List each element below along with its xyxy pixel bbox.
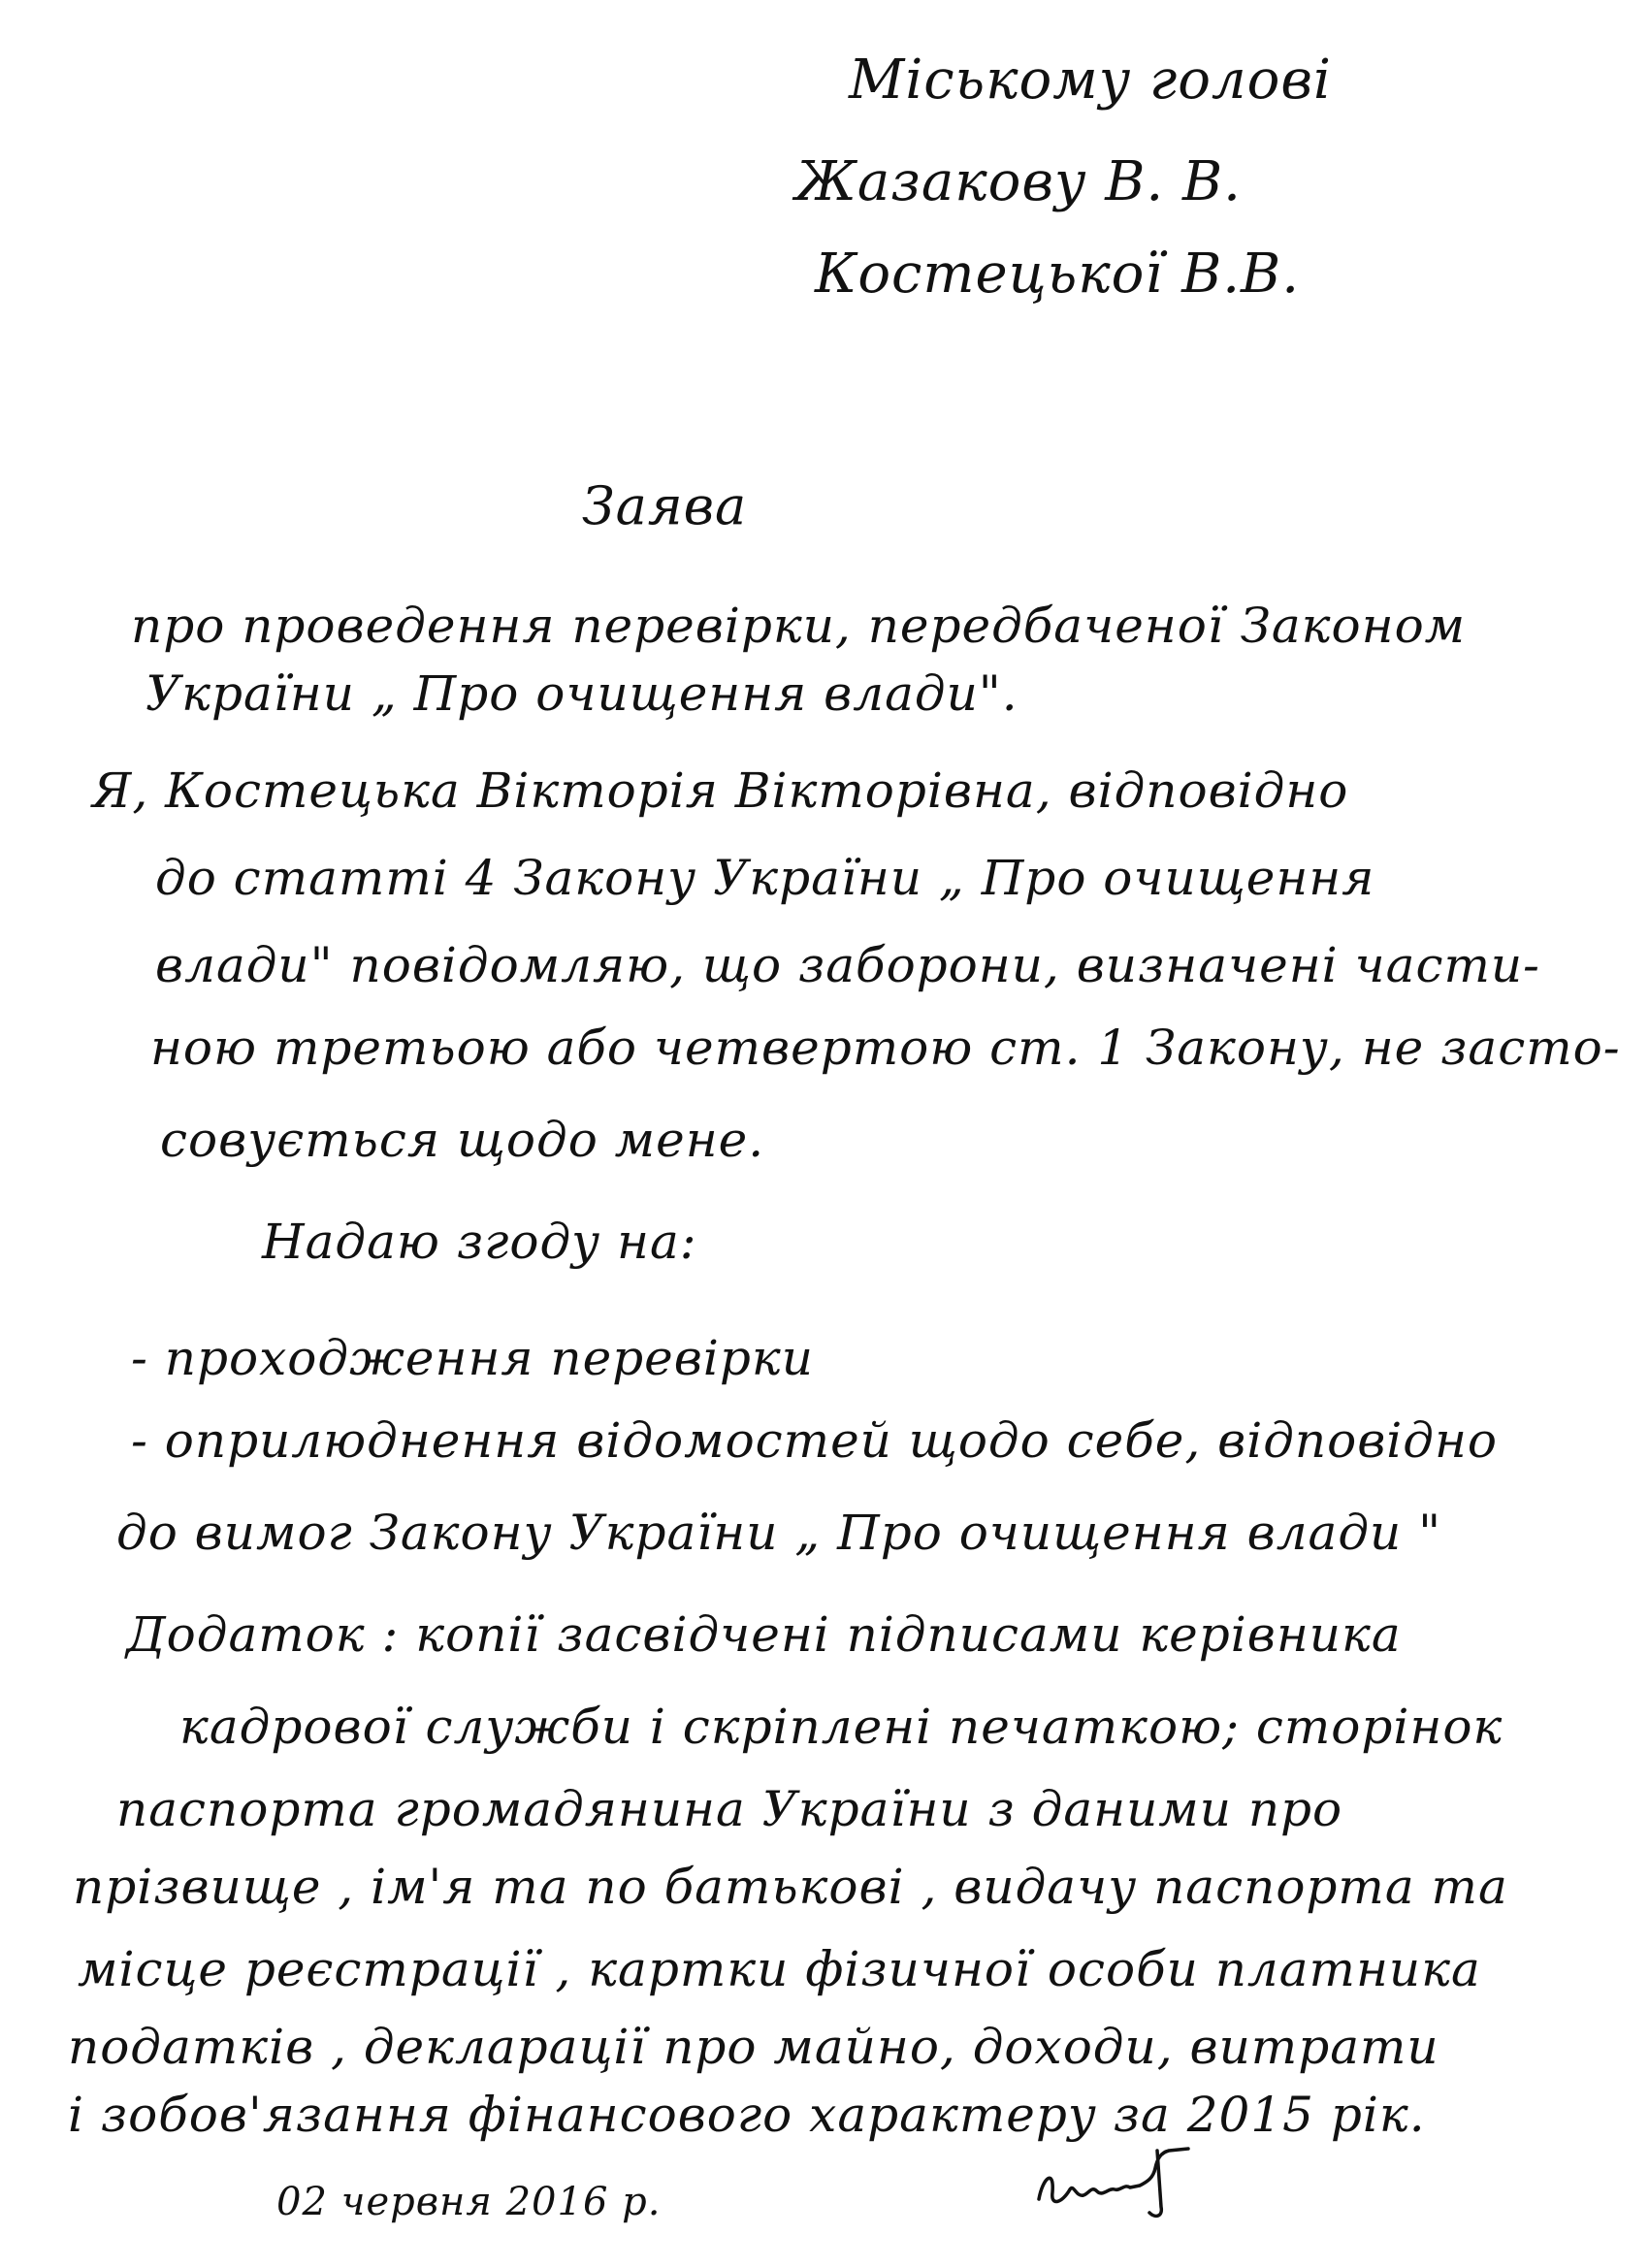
body-line-5: совується щодо мене. — [160, 1112, 765, 1168]
attachment-line-3: паспорта громадянина України з даними про — [116, 1781, 1343, 1837]
attachment-line-4: прізвище , ім'я та по батькові , видачу паспорта та — [73, 1859, 1508, 1915]
consent-item-1: - проходження перевірки — [131, 1330, 814, 1386]
handwritten-signature — [1033, 2139, 1227, 2221]
body-line-3: влади" повідомляю, що заборони, визначені части- — [155, 937, 1540, 993]
attachment-line-5: місце реєстрації , картки фізичної особи платника — [78, 1941, 1481, 1997]
consent-heading: Надаю згоду на: — [262, 1214, 697, 1270]
document-title: Заява — [582, 475, 748, 536]
addressee-line-2: Жазакову В. В. — [795, 150, 1242, 213]
attachment-line-6: податків , декларації про майно, доходи, витрати — [68, 2019, 1439, 2075]
body-line-1: Я, Костецька Вікторія Вікторівна, відповідно — [92, 762, 1349, 819]
consent-item-3: до вимог Закону України „ Про очищення влади " — [116, 1505, 1442, 1561]
attachment-line-7: і зобов'язання фінансового характеру за 2015 рік. — [68, 2087, 1426, 2143]
subject-line-2: України „ Про очищення влади". — [146, 665, 1018, 722]
consent-item-2: - оприлюднення відомостей щодо себе, відповідно — [131, 1412, 1499, 1469]
subject-line-1: про проведення перевірки, передбаченої Законом — [131, 598, 1467, 654]
body-line-2: до статті 4 Закону України „ Про очищення — [155, 850, 1375, 906]
addressee-line-3: Костецької В.В. — [815, 243, 1300, 306]
addressee-line-1: Міському голові — [849, 49, 1332, 112]
attachment-line-2: кадрової служби і скріплені печаткою; сторінок — [179, 1699, 1504, 1755]
signature-date: 02 червня 2016 р. — [276, 2180, 662, 2224]
body-line-4: ною третьою або четвертою ст. 1 Закону, не засто- — [150, 1020, 1621, 1076]
attachment-line-1: Додаток : копії засвідчені підписами керівника — [126, 1606, 1402, 1663]
